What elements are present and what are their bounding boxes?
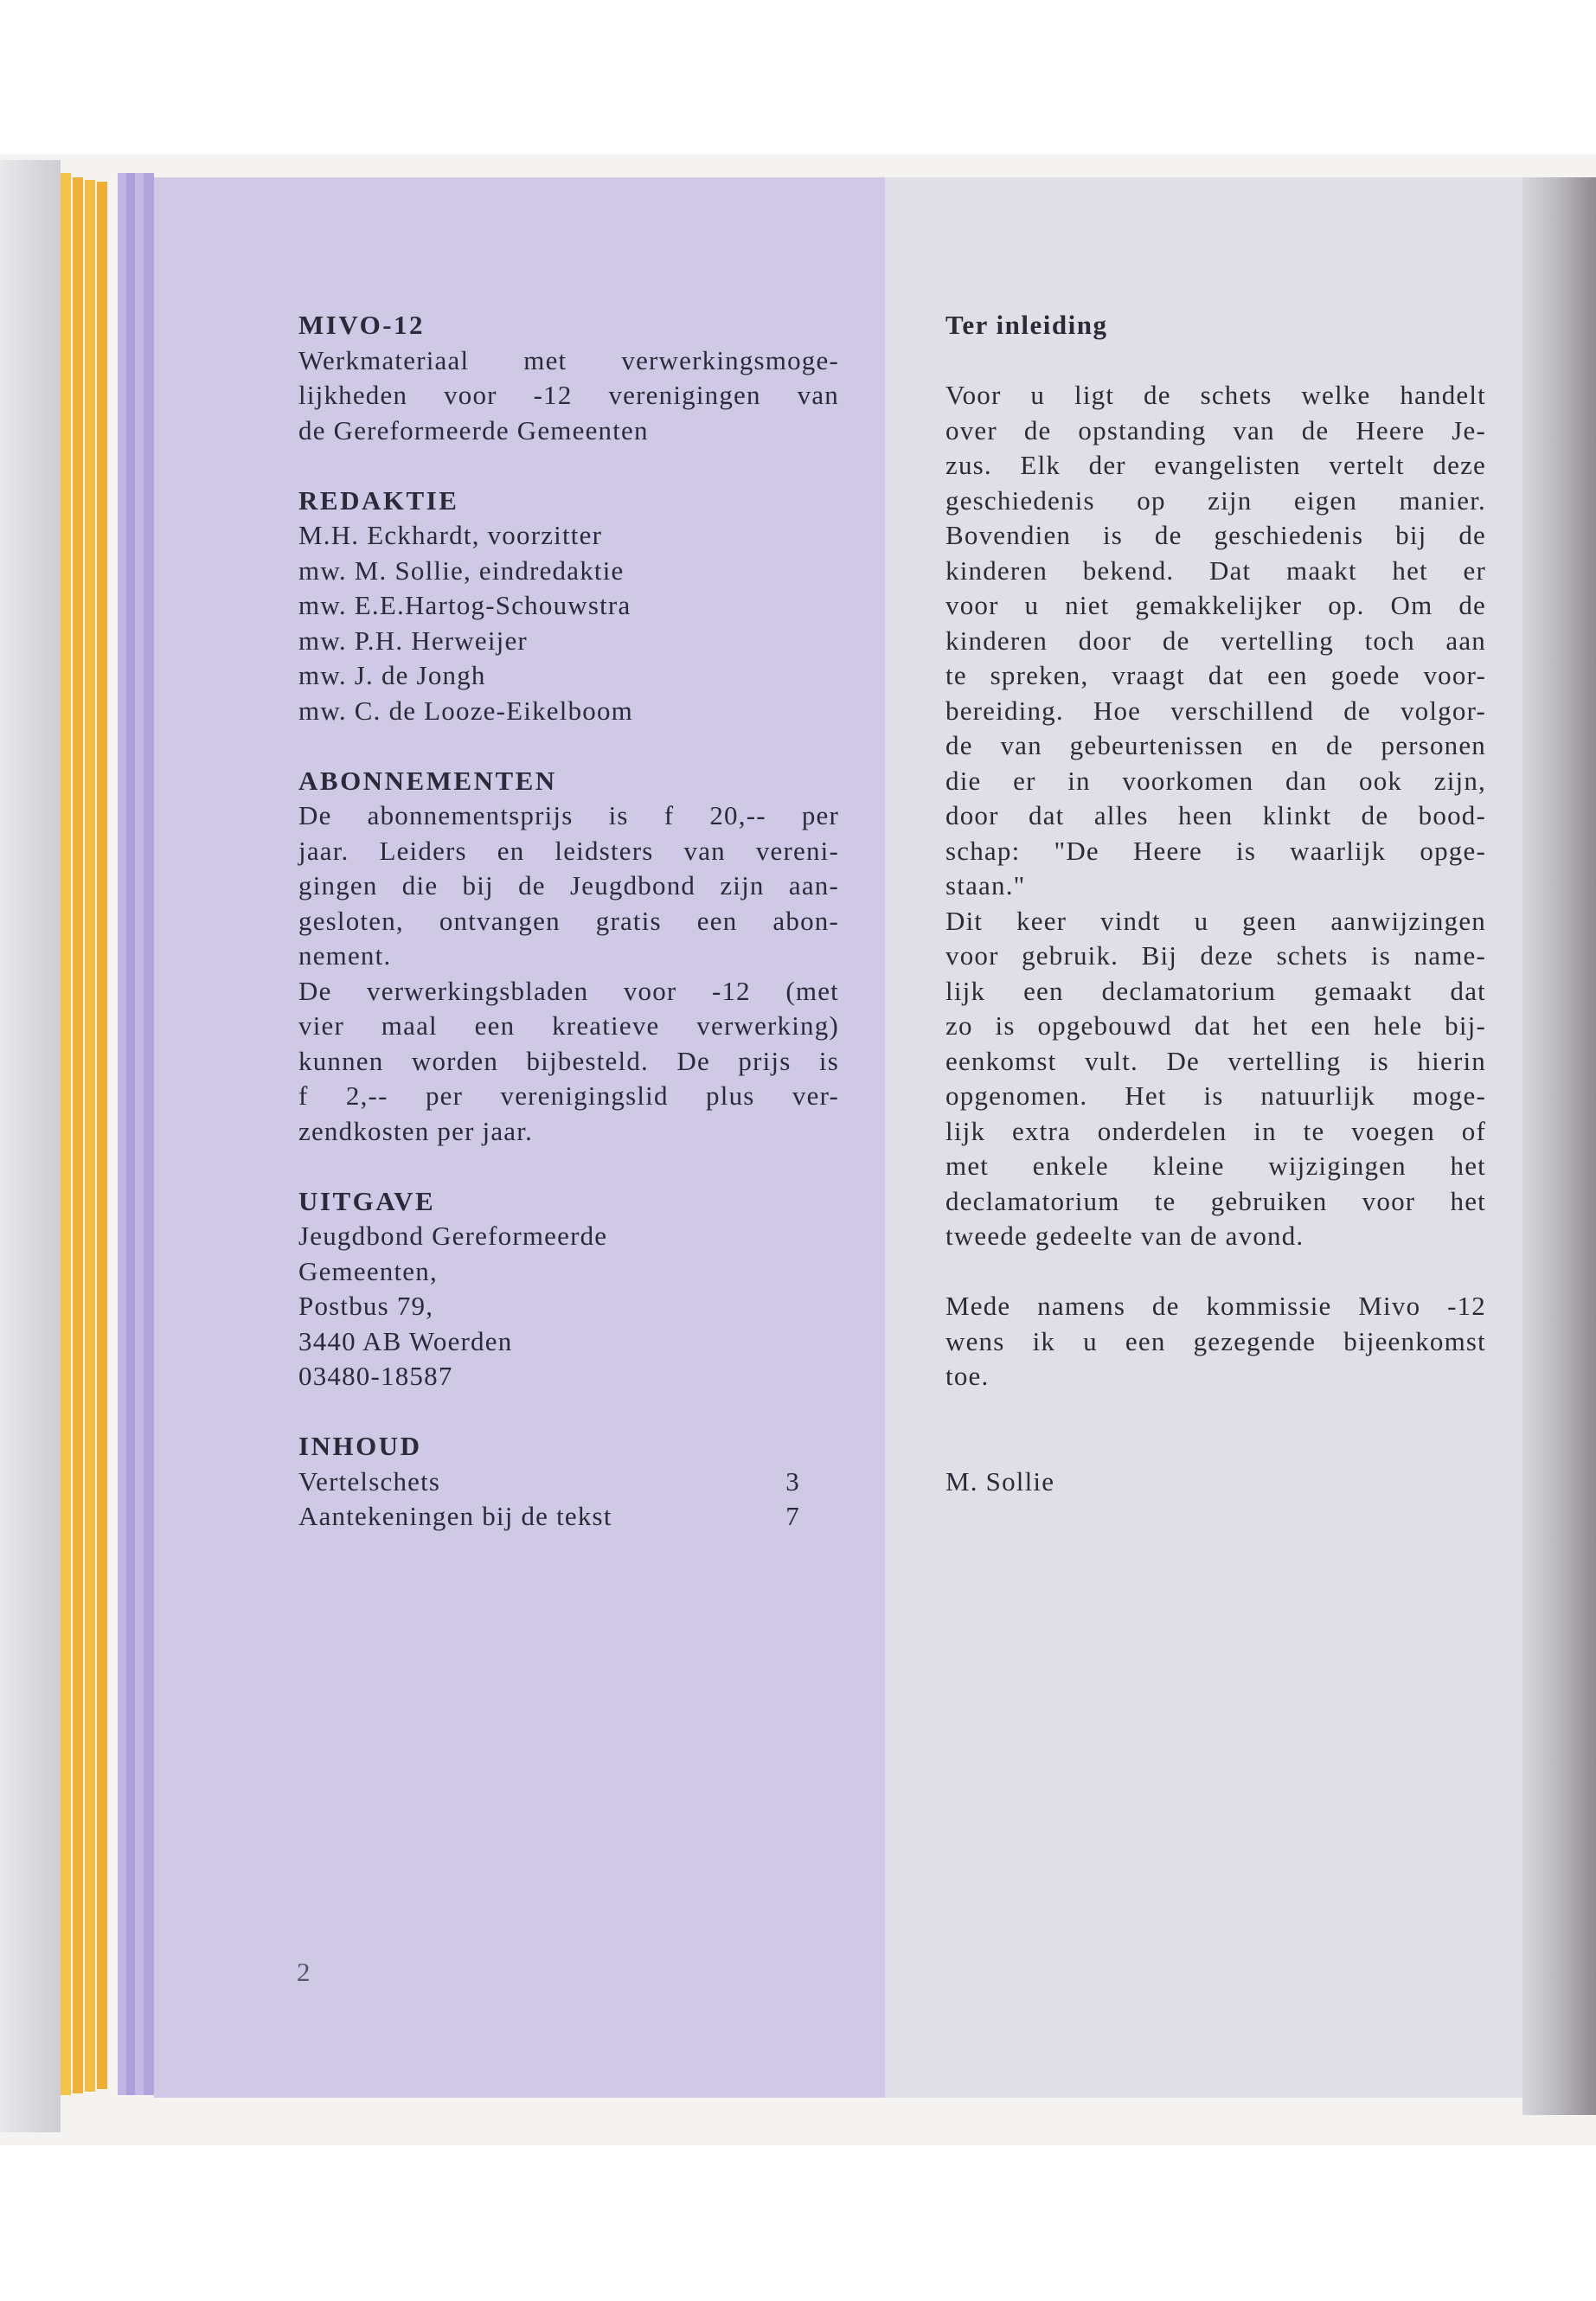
page-edge-purple-1 [118,173,126,2095]
abonnementen-line: kunnen worden bijbesteld. De prijs is [298,1045,839,1076]
uitgave-line: 3440 AB Woerden [298,1325,513,1356]
paragraph-line: lijk een declamatorium gemaakt dat [945,975,1486,1006]
paragraph-line: bereiding. Hoe verschillend de volgor- [945,695,1486,726]
paragraph-line: zus. Elk der evangelisten vertelt deze [945,450,1486,480]
mivo-line: lijkheden voor -12 verenigingen van [298,380,839,410]
toc-label: Vertelschets [298,1465,441,1497]
mivo-title: MIVO-12 [298,310,426,340]
paragraph-line: Mede namens de kommissie Mivo -12 [945,1291,1486,1321]
page-edge-yellow-4 [97,182,107,2089]
page-edge-yellow-2 [73,177,83,2093]
abonnementen-line: De abonnementsprijs is f 20,-- per [298,800,839,830]
paragraph-line: over de opstanding van de Heere Je- [945,414,1486,445]
paragraph-line: tweede gedeelte van de avond. [945,1221,1304,1251]
paragraph-line: zo is opgebouwd dat het een hele bij- [945,1010,1486,1041]
toc-page: 7 [785,1501,800,1531]
redaktie-member: mw. P.H. Herweijer [298,625,528,656]
page-number: 2 [297,1957,311,1987]
paragraph-line: lijk extra onderdelen in te voegen of [945,1115,1486,1146]
toc-page: 3 [785,1465,800,1497]
paragraph-line: voor u niet gemakkelijker op. Om de [945,590,1486,620]
redaktie-member: mw. M. Sollie, eindredaktie [298,554,625,586]
colophon-column [298,308,839,1535]
redaktie-member: mw. E.E.Hartog-Schouwstra [298,590,631,620]
paragraph-line: door dat alles heen klinkt de bood- [945,800,1486,830]
paragraph-line: die er in voorkomen dan ook zijn, [945,765,1486,796]
paragraph-line: opgenomen. Het is natuurlijk moge- [945,1080,1486,1111]
page-edge-yellow-3 [85,180,95,2092]
abonnementen-line: zendkosten per jaar. [298,1115,534,1146]
introduction-column [945,308,1486,1499]
paragraph-line: declamatorium te gebruiken voor het [945,1185,1486,1216]
redaktie-member: mw. C. de Looze-Eikelboom [298,695,633,726]
signature: M. Sollie [945,1465,1055,1497]
toc-label: Aantekeningen bij de tekst [298,1501,612,1531]
redaktie-title: REDAKTIE [298,484,459,516]
paragraph-line: de van gebeurtenissen en de personen [945,730,1486,760]
paragraph-line: geschiedenis op zijn eigen manier. [945,484,1486,516]
paragraph-line: kinderen bekend. Dat maakt het er [945,554,1486,586]
paragraph-line: schap: "De Heere is waarlijk opge- [945,835,1486,866]
mivo-line: Werkmateriaal met verwerkingsmoge- [298,344,839,375]
abonnementen-line: De verwerkingsbladen voor -12 (met [298,975,839,1006]
toc-row [298,1499,800,1535]
page-edge-purple-3 [135,173,144,2095]
uitgave-line: 03480-18587 [298,1361,453,1391]
paragraph-line: eenkomst vult. De vertelling is hierin [945,1045,1486,1076]
page-edge-purple-2 [126,173,135,2095]
page-edge-purple-4 [144,173,154,2095]
paragraph-line: voor gebruik. Bij deze schets is name- [945,940,1486,971]
page-edge-yellow-1 [61,173,71,2095]
intro-paragraph-1 [945,378,1486,1254]
right-page-curl-shadow [1522,177,1596,2115]
abonnementen-line: vier maal een kreatieve verwerking) [298,1010,839,1041]
paragraph-line: Dit keer vindt u geen aanwijzingen [945,905,1486,936]
uitgave-line: Postbus 79, [298,1291,434,1321]
uitgave-title: UITGAVE [298,1185,436,1216]
redaktie-member: M.H. Eckhardt, voorzitter [298,520,603,550]
abonnementen-line: gesloten, ontvangen gratis een abon- [298,905,839,936]
binding-edge [0,160,61,2132]
paragraph-line: kinderen door de vertelling toch aan [945,625,1486,656]
abonnementen-line: gingen die bij de Jeugdbond zijn aan- [298,870,839,901]
paragraph-line: te spreken, vraagt dat een goede voor- [945,660,1486,690]
abonnementen-line: nement. [298,940,392,971]
intro-paragraph-2 [945,1289,1486,1394]
paragraph-line: Bovendien is de geschiedenis bij de [945,520,1486,550]
uitgave-line: Gemeenten, [298,1255,438,1286]
abonnementen-line: jaar. Leiders en leidsters van vereni- [298,835,839,866]
paragraph-line: wens ik u een gezegende bijeenkomst [945,1325,1486,1356]
mivo-line: de Gereformeerde Gemeenten [298,414,649,445]
paragraph-line: Voor u ligt de schets welke handelt [945,380,1486,410]
page-edge-white [109,173,118,2095]
paragraph-line: met enkele kleine wijzigingen het [945,1150,1486,1181]
inhoud-title: INHOUD [298,1431,422,1461]
abonnementen-line: f 2,-- per verenigingslid plus ver- [298,1080,839,1111]
toc-row [298,1465,800,1500]
intro-title: Ter inleiding [945,310,1108,340]
paragraph-line: staan." [945,870,1026,901]
paragraph-line: toe. [945,1361,990,1391]
uitgave-line: Jeugdbond Gereformeerde [298,1221,608,1251]
redaktie-member: mw. J. de Jongh [298,660,486,690]
abonnementen-title: ABONNEMENTEN [298,765,557,796]
